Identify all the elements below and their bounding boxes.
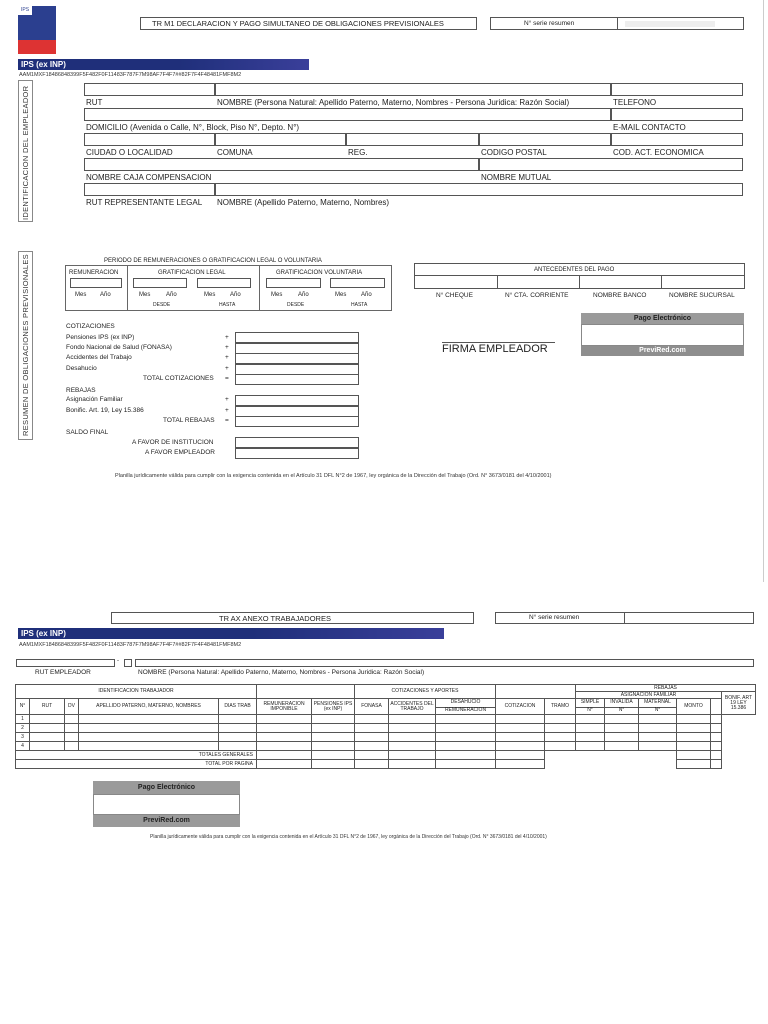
gl-hasta-anio: Año [230,292,241,298]
mutual-label: NOMBRE MUTUAL [481,173,552,182]
reg-field[interactable] [346,133,479,146]
th-invalida-label: INVALIDA [605,700,638,708]
anexo-institution-bar: IPS (ex INP) [18,628,444,639]
th-desahucio [436,699,496,715]
th-tramo: TRAMO [545,699,576,715]
cotiz-item-3: Desahucio [66,365,97,372]
gl-desde-anio: Año [166,292,177,298]
total-pagina-row [16,760,756,769]
th-ident: IDENTIFICACION TRABAJADOR [16,685,257,699]
th-simple [576,699,605,715]
table-row[interactable] [16,724,756,733]
th-asig: ASIGNACION FAMILIAR [576,692,722,699]
favor-inst-label: A FAVOR DE INSTITUCION [132,439,214,446]
th-maternal-label: MATERNAL [639,700,676,708]
cotiz-item-0: Pensiones IPS (ex INP) [66,334,135,341]
nombre-rep-field[interactable] [215,183,743,196]
th-blank [257,685,355,699]
grat-legal-label: GRATIFICACION LEGAL [158,270,226,276]
rem-anio-label: Año [100,292,111,298]
reg-label: REG. [348,148,368,157]
th-cotiz: COTIZACIONES Y APORTES [355,685,496,699]
rem-mes-label: Mes [75,292,87,298]
gv-hasta-field[interactable] [330,278,385,288]
anexo-serie-box [495,612,754,624]
favor-emp-label: A FAVOR EMPLEADOR [145,449,215,456]
total-cotizaciones-label: TOTAL COTIZACIONES [143,375,214,382]
row-n: 3 [16,733,30,742]
gv-hasta-anio: Año [361,292,372,298]
periodo-title: PERIODO DE REMUNERACIONES O GRATIFICACION LEGAL O VOLUNTARIA [104,258,322,264]
institution-bar: IPS (ex INP) [18,59,309,70]
table-row[interactable] [16,715,756,724]
total-pagina-label: TOTAL POR PAGINA [16,760,257,769]
gl-hasta-field[interactable] [197,278,251,288]
anexo-serie-label: N° serie resumen [529,614,580,621]
rut-rep-field[interactable] [84,183,215,196]
anexo-barcode-text: AAM1MXF18486848399F5F482F0F11483F787F7M98AF7F4F7##82F7F4F48481FMF8M2 [19,642,242,648]
cheque-label: N° CHEQUE [436,292,473,299]
telefono-label: TELEFONO [613,98,657,107]
th-des-cotiz: COTIZACION [496,699,545,715]
codigo-postal-field[interactable] [479,133,611,146]
anexo-rut-label: RUT EMPLEADOR [35,669,91,676]
gv-desde-field[interactable] [266,278,321,288]
remuneracion-label: REMUNERACION [69,270,119,276]
anexo-pago-electronico-header: Pago Electrónico [93,781,240,794]
th-remun: REMUNERACION IMPONIBLE [257,699,312,715]
nombre-field[interactable] [215,83,611,96]
th-fonasa: FONASA [355,699,389,715]
anexo-dv-field[interactable] [124,659,132,667]
favor-inst-field[interactable] [235,437,359,448]
rebajas-title: REBAJAS [66,387,96,394]
cod-act-field[interactable] [611,133,743,146]
comuna-field[interactable] [215,133,346,146]
row-n: 2 [16,724,30,733]
th-monto: MONTO [677,699,711,715]
th-dv: DV [65,699,79,715]
accidentes-field[interactable] [235,353,359,364]
th-n: N° [16,699,30,715]
domicilio-field[interactable] [84,108,611,121]
gv-desde-mes: Mes [271,292,283,298]
ips-logo: IPS [18,6,56,54]
plus-0: + [225,334,229,341]
gv-desde-anio: Año [298,292,309,298]
email-field[interactable] [611,108,743,121]
plus-2: + [225,354,229,361]
grat-voluntaria-label: GRATIFICACION VOLUNTARIA [276,270,363,276]
gl-hasta-mes: Mes [204,292,216,298]
previred-link[interactable]: PreviRed.com [581,346,744,356]
rut-label: RUT [86,98,103,107]
pago-electronico-box [581,324,744,346]
row-n: 4 [16,742,30,751]
form-title-box [140,17,477,30]
summary-side-label: RESUMEN DE OBLIGACIONES PREVISIONALES [21,254,30,436]
th-apellido: APELLIDO PATERNO, MATERNO, NOMBRES [79,699,219,715]
total-rebajas-label: TOTAL REBAJAS [163,417,215,424]
serie-box [490,17,744,30]
favor-emp-field[interactable] [235,448,359,459]
anexo-nombre-field[interactable] [135,659,754,667]
cotizaciones-title: COTIZACIONES [66,323,115,330]
anexo-nombre-label: NOMBRE (Persona Natural: Apellido Paterno, Materno, Nombres - Persona Juridica: Razón Social) [138,669,425,676]
th-des-remun: REMUNERACION [444,707,487,713]
totales-row [16,751,756,760]
th-dias: DIAS TRAB [219,699,257,715]
total-cotizaciones-field[interactable] [235,374,359,385]
cta-label: N° CTA. CORRIENTE [505,292,569,299]
codigo-postal-label: CODIGO POSTAL [481,148,547,157]
th-maternal-n: N° [654,707,661,713]
anexo-title-box [111,612,474,624]
th-rebajas: REBAJAS [576,685,756,692]
workers-table [15,684,756,769]
gv-desde-label: DESDE [287,302,305,308]
th-simple-label: SIMPLE [576,700,604,708]
domicilio-label: DOMICILIO (Avenida o Calle, N°, Block, Piso N°, Depto. N°) [86,123,300,132]
th-blank2 [496,685,576,699]
barcode-text: AAM1MXF18486848399F5F482F0F11483F787F7M98AF7F4F7##82F7F4F48481FMF8M2 [19,72,242,78]
th-simple-n: N° [587,707,593,713]
gl-hasta-label: HASTA [219,302,236,308]
gv-hasta-label: HASTA [351,302,368,308]
th-desahucio-label: DESAHUCIO [436,700,495,708]
anexo-pago-electronico-box [93,794,240,815]
asignacion-field[interactable] [235,395,359,406]
ciudad-label: CIUDAD O LOCALIDAD [86,148,173,157]
gl-desde-mes: Mes [139,292,151,298]
form-title: TR M1 DECLARACION Y PAGO SIMULTANEO DE OBLIGACIONES PREVISIONALES [152,19,444,28]
total-rebajas-field[interactable] [235,416,359,427]
mutual-field[interactable] [479,158,743,171]
anexo-previred-link[interactable]: PreviRed.com [93,815,240,827]
gl-desde-field[interactable] [133,278,187,288]
th-rut: RUT [30,699,65,715]
plus-3: + [225,365,229,372]
anexo-title: TR AX ANEXO TRABAJADORES [219,614,331,623]
telefono-field[interactable] [611,83,743,96]
comuna-label: COMUNA [217,148,253,157]
caja-field[interactable] [84,158,479,171]
th-invalida-n: N° [618,707,625,713]
plus-1: + [225,344,229,351]
nombre-label: NOMBRE (Persona Natural: Apellido Paterno, Materno, Nombres - Persona Juridica: Razón Social) [217,98,570,107]
employer-side-label: IDENTIFICACION DEL EMPLEADOR [21,85,30,220]
legal-text-1: Planilla jurídicamente válida para cumplir con la exigencia contenida en el Artículo 31 DFL N°2 de 1967, ley orgánica de la Dirección del Trabajo (Ord. N° 3673/0181 del 4/10/2001) [115,473,552,479]
gl-desde-label: DESDE [153,302,171,308]
pago-electronico-header: Pago Electrónico [581,313,744,324]
legal-text-2: Planilla jurídicamente válida para cumplir con la exigencia contenida en el Artículo 31 DFL N°2 de 1967, ley orgánica de la Dirección del Trabajo (Ord. N° 3673/0181 del 4/10/2001) [150,834,547,840]
rut-rep-label: RUT REPRESENTANTE LEGAL [86,198,203,207]
firma-label: FIRMA EMPLEADOR [442,343,548,355]
th-invalida [605,699,639,715]
th-bonif: BONIF. ART 19 LEY 15.386 [722,692,756,715]
caja-label: NOMBRE CAJA COMPENSACION [86,173,212,182]
sucursal-label: NOMBRE SUCURSAL [669,292,735,299]
serie-label: N° serie resumen [524,20,575,27]
rebaja-item-1: Bonific. Art. 19, Ley 15.386 [66,407,144,414]
rebaja-item-0: Asignación Familiar [66,396,123,403]
th-accidentes: ACCIDENTES DEL TRABAJO [389,699,436,715]
th-maternal [639,699,677,715]
antecedentes-title: ANTECEDENTES DEL PAGO [534,267,615,273]
plus-r0: + [225,396,229,403]
row-n: 1 [16,715,30,724]
email-label: E-MAIL CONTACTO [613,123,686,132]
rem-mes-anio-field[interactable] [70,278,122,288]
banco-label: NOMBRE BANCO [593,292,647,299]
plus-r1: + [225,407,229,414]
gv-hasta-mes: Mes [335,292,347,298]
rut-field[interactable] [84,83,215,96]
cod-act-label: COD. ACT. ECONOMICA [613,148,704,157]
cotiz-item-2: Accidentes del Trabajo [66,354,132,361]
saldo-title: SALDO FINAL [66,429,109,436]
anexo-rut-field[interactable] [16,659,115,667]
th-pensiones: PENSIONES IPS (ex INP) [312,699,355,715]
cotiz-item-1: Fondo Nacional de Salud (FONASA) [66,344,172,351]
eq-total: = [225,375,229,382]
table-row[interactable] [16,733,756,742]
eq-rebajas: = [225,417,229,424]
ciudad-field[interactable] [84,133,215,146]
table-row[interactable] [16,742,756,751]
nombre-rep-label: NOMBRE (Apellido Paterno, Materno, Nombres) [217,198,390,207]
pensiones-field[interactable] [235,332,359,343]
totales-label: TOTALES GENERALES [16,751,257,760]
